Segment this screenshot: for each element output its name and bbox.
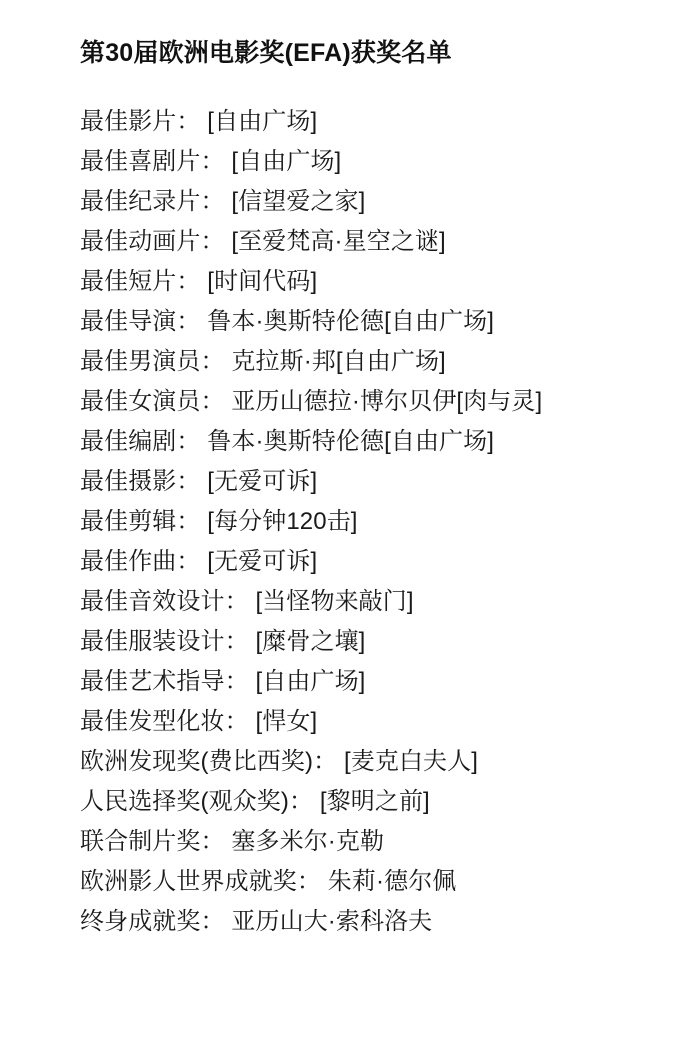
list-item [80,782,660,822]
award-recipient: [无爱可诉] [207,548,318,575]
award-recipient: 亚历山德拉·博尔贝伊[肉与灵] [231,388,543,415]
list-item [80,582,660,622]
award-recipient: [时间代码] [207,268,318,295]
award-category: 最佳编剧 [80,428,177,455]
award-category: 最佳服装设计 [80,628,225,655]
award-list [80,102,660,942]
award-recipient: 鲁本·奥斯特伦德[自由广场] [207,308,495,335]
list-item [80,262,660,302]
award-category: 欧洲影人世界成就奖 [80,868,297,895]
award-recipient: [悍女] [255,708,318,735]
award-recipient: [每分钟120击] [207,508,358,535]
award-recipient: [无爱可诉] [207,468,318,495]
award-category: 欧洲发现奖(费比西奖) [80,748,314,775]
award-category: 最佳喜剧片 [80,148,201,175]
award-category: 最佳作曲 [80,548,177,575]
award-category: 最佳女演员 [80,388,201,415]
award-separator: ： [200,188,225,215]
list-item [80,342,660,382]
list-item [80,462,660,502]
award-category: 最佳影片 [80,108,177,135]
list-item [80,182,660,222]
page-title: 第30届欧洲电影奖(EFA)获奖名单 [80,39,452,67]
list-item [80,102,660,142]
award-category: 最佳剪辑 [80,508,177,535]
award-separator: ： [224,628,249,655]
list-item [80,622,660,662]
award-category: 联合制片奖 [80,828,201,855]
award-separator: ： [288,788,314,815]
award-separator: ： [224,588,249,615]
award-recipient: [黎明之前] [319,788,430,815]
list-item [80,702,660,742]
award-recipient: [麦克白夫人] [343,748,479,775]
award-category: 最佳音效设计 [80,588,225,615]
award-recipient: 鲁本·奥斯特伦德[自由广场] [207,428,495,455]
award-separator: ： [176,108,201,135]
award-category: 人民选择奖(观众奖) [80,788,289,815]
award-recipient: [信望爱之家] [231,188,366,215]
list-item [80,542,660,582]
award-category: 最佳发型化妆 [80,708,225,735]
award-separator: ： [224,668,249,695]
award-separator: ： [176,308,201,335]
list-item [80,302,660,342]
award-separator: ： [296,868,322,895]
award-category: 最佳短片 [80,268,177,295]
list-item [80,502,660,542]
award-recipient: 塞多米尔·克勒 [231,828,385,855]
award-recipient: 朱莉·德尔佩 [327,868,457,895]
award-recipient: [至爱梵高·星空之谜] [231,228,446,255]
award-category: 最佳男演员 [80,348,201,375]
award-recipient: [自由广场] [231,148,342,175]
award-category: 最佳纪录片 [80,188,201,215]
award-separator: ： [200,828,225,855]
list-item [80,142,660,182]
award-category: 终身成就奖 [80,908,201,935]
award-separator: ： [176,268,201,295]
list-item [80,822,660,862]
award-separator: ： [176,548,201,575]
award-category: 最佳导演 [80,308,177,335]
award-separator: ： [200,148,225,175]
award-recipient: 克拉斯·邦[自由广场] [231,348,446,375]
award-separator: ： [176,468,201,495]
award-separator: ： [200,348,225,375]
award-separator: ： [224,708,249,735]
award-recipient: 亚历山大·索科洛夫 [231,908,433,935]
list-item [80,382,660,422]
award-separator: ： [176,508,201,535]
award-separator: ： [313,748,338,775]
award-category: 最佳动画片 [80,228,201,255]
award-separator: ： [200,908,225,935]
list-item [80,742,660,782]
award-recipient: [糜骨之壤] [255,628,366,655]
award-recipient: [自由广场] [255,668,366,695]
award-recipient: [自由广场] [207,108,318,135]
list-item [80,662,660,702]
list-item [80,422,660,462]
award-category: 最佳艺术指导 [80,668,225,695]
award-separator: ： [176,428,201,455]
list-item [80,862,660,902]
list-item [80,222,660,262]
list-item [80,902,660,942]
award-separator: ： [200,388,225,415]
award-category: 最佳摄影 [80,468,177,495]
award-recipient: [当怪物来敲门] [255,588,414,615]
award-separator: ： [200,228,225,255]
